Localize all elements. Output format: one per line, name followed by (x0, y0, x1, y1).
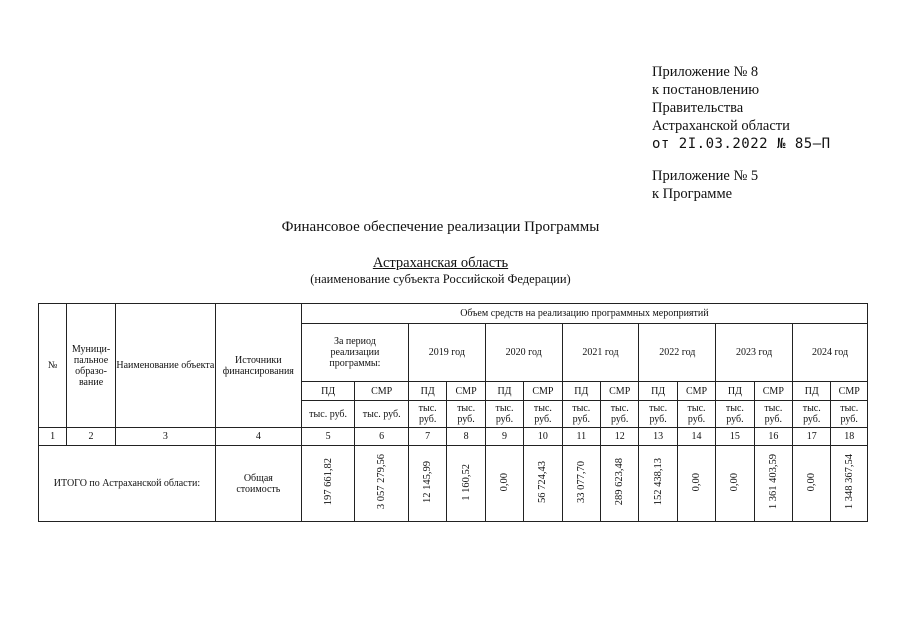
appendix-line-4: Астраханской области (652, 118, 790, 134)
header-pd: ПД (485, 382, 523, 401)
header-volume: Объем средств на реализацию программных мероприятий (301, 304, 867, 324)
column-index: 18 (831, 428, 868, 446)
total-value: 0,00 (729, 472, 741, 492)
header-smr: СМР (524, 382, 562, 401)
header-year-2023: 2023 год (716, 324, 793, 382)
total-value: 3 057 279,56 (376, 454, 388, 510)
column-index: 17 (793, 428, 831, 446)
header-object: Наименование объекта (115, 304, 215, 428)
column-index: 1 (39, 428, 67, 446)
column-index: 7 (408, 428, 446, 446)
total-value: 1 348 367,54 (843, 454, 855, 510)
header-smr: СМР (601, 382, 639, 401)
column-index: 4 (215, 428, 301, 446)
appendix-block (652, 63, 831, 203)
header-smr: СМР (677, 382, 715, 401)
header-unit: тыс. руб. (601, 401, 639, 428)
column-index: 3 (115, 428, 215, 446)
header-smr: СМР (447, 382, 485, 401)
column-index: 14 (677, 428, 715, 446)
header-pd: ПД (793, 382, 831, 401)
header-smr: СМР (831, 382, 868, 401)
header-unit: тыс. руб. (485, 401, 523, 428)
header-unit: тыс. руб. (677, 401, 715, 428)
header-pd: ПД (716, 382, 754, 401)
header-pd: ПД (639, 382, 677, 401)
total-value: 56 724,43 (537, 461, 549, 503)
header-unit: тыс. руб. (447, 401, 485, 428)
column-index: 6 (355, 428, 409, 446)
total-value: 33 077,70 (575, 461, 587, 503)
appendix-line-7: к Программе (652, 186, 733, 202)
document-title: Финансовое обеспечение реализации Программы (281, 219, 600, 235)
region-note: (наименование субъекта Российской Федерации) (310, 272, 571, 286)
header-year-2021: 2021 год (562, 324, 639, 382)
appendix-line-3: Правительства (652, 100, 744, 116)
column-index: 13 (639, 428, 677, 446)
total-label: ИТОГО по Астраханской области: (39, 446, 216, 522)
column-index: 2 (67, 428, 116, 446)
header-unit: тыс. руб. (562, 401, 600, 428)
total-value-cell (639, 446, 677, 522)
financing-table (38, 303, 868, 522)
column-index: 8 (447, 428, 485, 446)
total-value: 289 623,48 (614, 458, 626, 506)
header-year-2020: 2020 год (485, 324, 562, 382)
total-value-cell (562, 446, 600, 522)
appendix-line-2: к постановлению (652, 82, 760, 98)
total-value-cell (754, 446, 792, 522)
header-period: За период реализации программы: (301, 324, 408, 382)
column-index: 9 (485, 428, 523, 446)
header-year-2022: 2022 год (639, 324, 716, 382)
total-value-cell (355, 446, 409, 522)
column-index: 5 (301, 428, 355, 446)
total-value: 12 145,99 (422, 461, 434, 503)
total-source: Общая стоимость (215, 446, 301, 522)
column-index: 15 (716, 428, 754, 446)
total-value: 0,00 (806, 472, 818, 492)
total-value: 0,00 (691, 472, 703, 492)
header-year-2024: 2024 год (793, 324, 868, 382)
appendix-line-1: Приложение № 8 (652, 64, 759, 80)
total-value-cell (485, 446, 523, 522)
region-name: Астраханская область (372, 255, 509, 271)
column-index: 16 (754, 428, 792, 446)
total-value-cell (301, 446, 355, 522)
header-number: № (39, 304, 67, 428)
total-value: 0,00 (498, 472, 510, 492)
header-unit: тыс. руб. (831, 401, 868, 428)
appendix-decree-date: от 2I.03.2022 № 85–П (652, 136, 831, 152)
header-unit: тыс. руб. (524, 401, 562, 428)
header-smr: СМР (355, 382, 409, 401)
header-unit: тыс. руб. (716, 401, 754, 428)
header-pd: ПД (562, 382, 600, 401)
total-value-cell (601, 446, 639, 522)
header-year-2019: 2019 год (408, 324, 485, 382)
total-value-cell (524, 446, 562, 522)
total-value-cell (677, 446, 715, 522)
total-value-cell (447, 446, 485, 522)
header-unit: тыс. руб. (754, 401, 792, 428)
header-unit: тыс. руб. (793, 401, 831, 428)
header-pd: ПД (301, 382, 355, 401)
column-index: 10 (524, 428, 562, 446)
header-unit: тыс. руб. (408, 401, 446, 428)
total-value: 152 438,13 (652, 458, 664, 506)
total-value-cell (793, 446, 831, 522)
total-value: 197 661,82 (322, 458, 334, 506)
total-value-cell (716, 446, 754, 522)
total-value-cell (831, 446, 868, 522)
column-index: 11 (562, 428, 600, 446)
header-unit: тыс. руб. (301, 401, 355, 428)
header-unit: тыс. руб. (355, 401, 409, 428)
header-sources: Источники финансирования (215, 304, 301, 428)
total-value: 1 361 403,59 (767, 454, 779, 510)
header-municipality: Муници- пальное образо- вание (67, 304, 116, 428)
header-smr: СМР (754, 382, 792, 401)
total-value-cell (408, 446, 446, 522)
appendix-line-6: Приложение № 5 (652, 168, 759, 184)
total-value: 1 160,52 (460, 463, 472, 501)
header-pd: ПД (408, 382, 446, 401)
header-unit: тыс. руб. (639, 401, 677, 428)
column-index: 12 (601, 428, 639, 446)
